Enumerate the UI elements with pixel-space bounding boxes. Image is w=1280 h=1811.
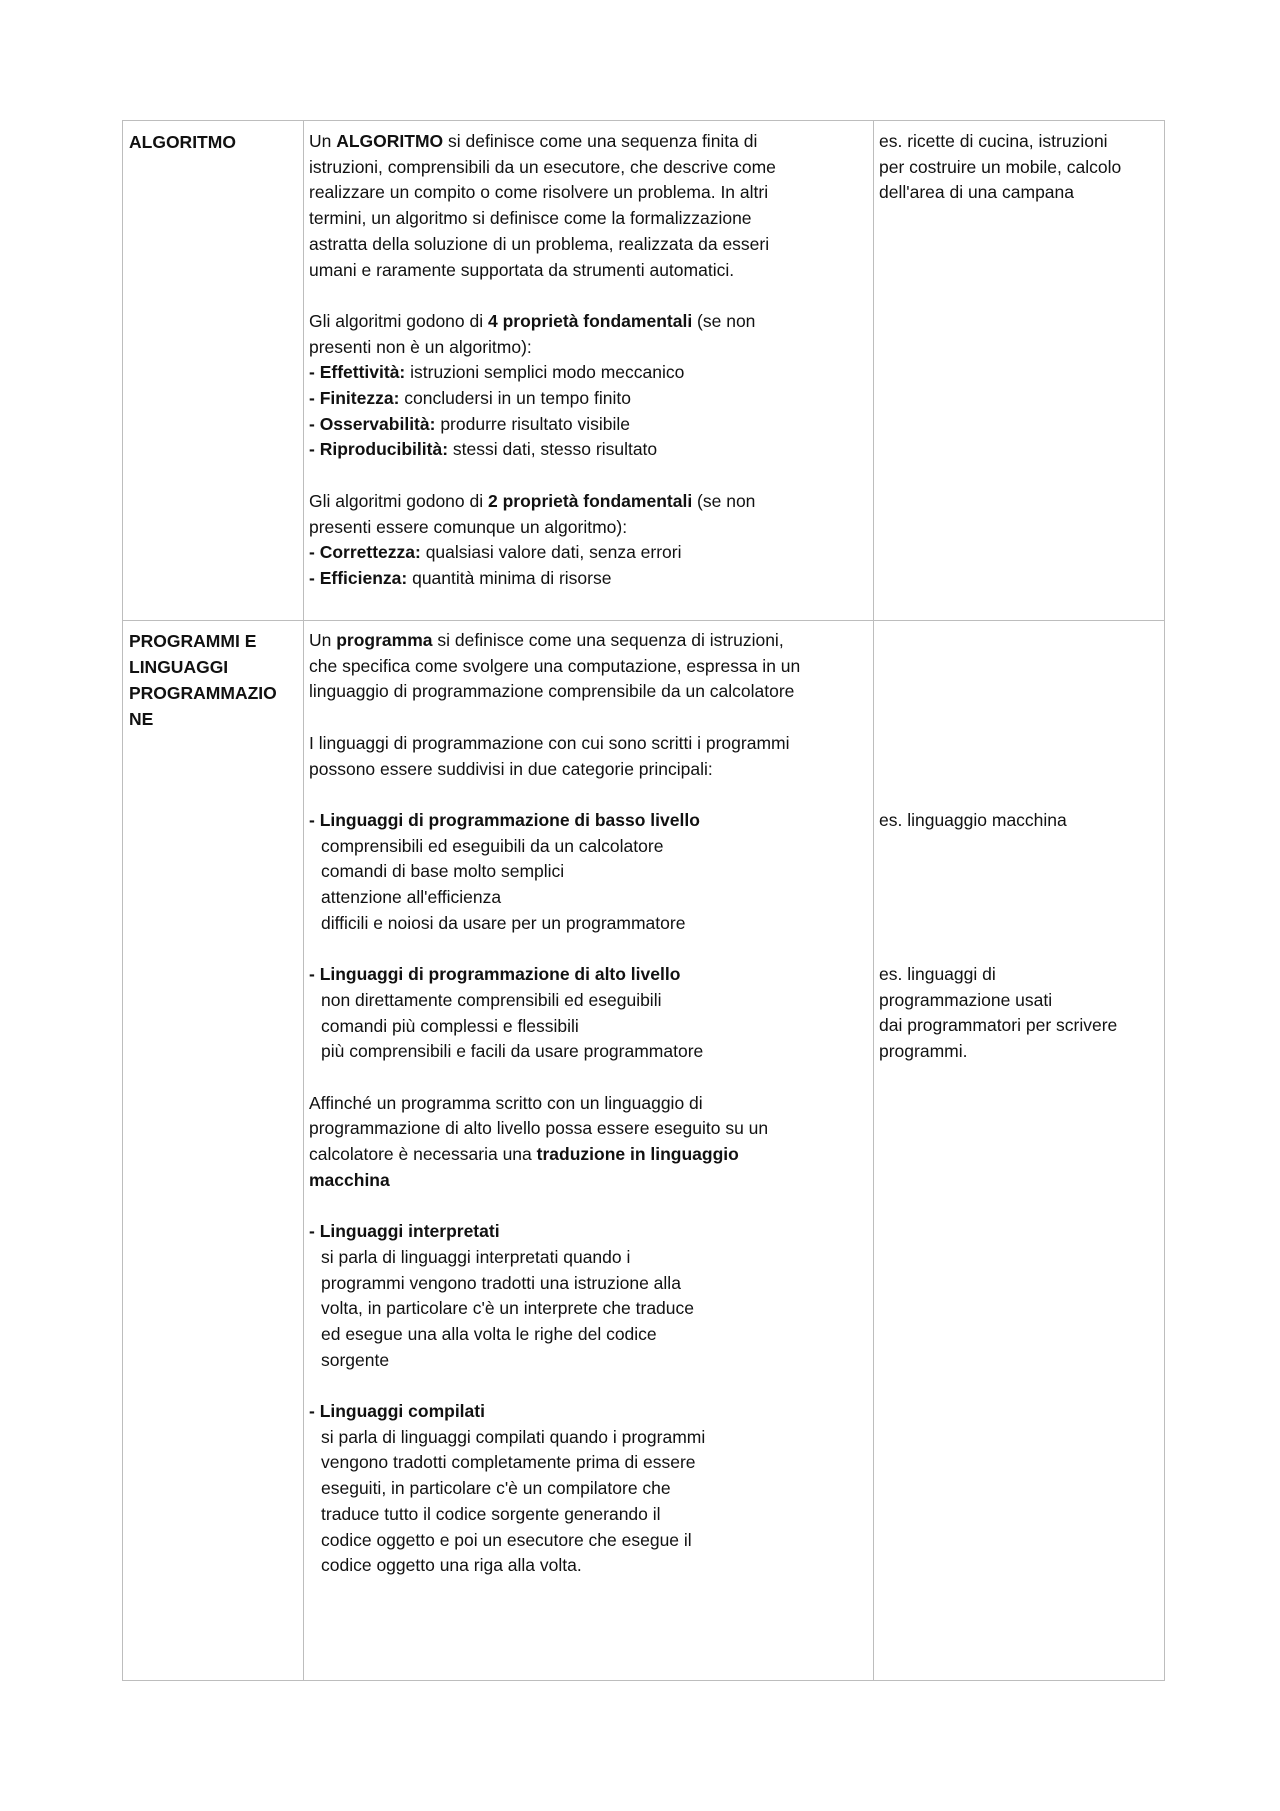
- compiled-line: si parla di linguaggi compilati quando i programmi: [321, 1426, 706, 1447]
- examples-high-level: [879, 962, 1159, 1065]
- high-level-title: [309, 962, 869, 988]
- properties-2-intro: [309, 489, 869, 515]
- bold-span: macchina: [309, 1169, 390, 1190]
- section-heading: - Linguaggi compilati: [309, 1401, 485, 1421]
- text-span: (se non: [692, 310, 756, 331]
- example-line: dell'area di una campana: [879, 182, 1075, 203]
- categories-line: possono essere suddivisi in due categorie principali:: [309, 758, 713, 779]
- property-term: - Riproducibilità:: [309, 439, 449, 460]
- term-label-line: LINGUAGGI: [129, 657, 229, 677]
- interpreted-line: si parla di linguaggi interpretati quando i: [321, 1246, 631, 1267]
- definition-line: termini, un algoritmo si definisce come la formalizzazione: [309, 208, 752, 229]
- property-term: - Correttezza:: [309, 542, 421, 563]
- property-item: [309, 386, 869, 412]
- property-term: - Effettività:: [309, 362, 406, 383]
- translation-line: Affinché un programma scritto con un linguaggio di: [309, 1092, 703, 1113]
- example-line: programmazione usati: [879, 989, 1053, 1010]
- interpreted-line: programmi vengono tradotti una istruzione alla: [321, 1272, 681, 1293]
- row-divider: [123, 620, 1164, 621]
- example-line: programmi.: [879, 1041, 968, 1062]
- compiled-line: eseguiti, in particolare c'è un compilatore che: [321, 1478, 671, 1499]
- compiled-title: [309, 1399, 869, 1425]
- program-definition-line: linguaggio di programmazione comprensibile da un calcolatore: [309, 681, 795, 702]
- translation-line: [309, 1168, 869, 1194]
- term-label-programmi: [129, 628, 299, 732]
- term-label-line: ALGORITMO: [129, 132, 236, 152]
- term-label-line: PROGRAMMAZIO: [129, 683, 277, 703]
- compiled-line: vengono tradotti completamente prima di essere: [321, 1452, 696, 1473]
- properties-4-intro-line2: presenti non è un algoritmo):: [309, 336, 532, 357]
- program-definition-line: che specifica come svolgere una computazione, espressa in un: [309, 655, 801, 676]
- column-divider-2: [873, 121, 874, 1680]
- examples-cell-algoritmo: [879, 129, 1159, 206]
- text-span: (se non: [692, 490, 756, 511]
- low-level-line: comprensibili ed eseguibili da un calcolatore: [321, 835, 664, 856]
- property-item: [309, 540, 869, 566]
- high-level-line: più comprensibili e facili da usare programmatore: [321, 1041, 704, 1062]
- column-divider-1: [303, 121, 304, 1680]
- bold-span: programma: [336, 630, 433, 650]
- definition-cell-programmi: [309, 628, 869, 1579]
- text-span: Un: [309, 630, 337, 650]
- text-span: Gli algoritmi godono di: [309, 490, 488, 511]
- term-label-line: NE: [129, 709, 154, 729]
- low-level-line: comandi di base molto semplici: [321, 861, 565, 882]
- section-heading: - Linguaggi di programmazione di alto livello: [309, 964, 681, 985]
- property-text: stessi dati, stesso risultato: [448, 439, 658, 460]
- definition-line: Un ALGORITMO si definisce come una sequenza finita di: [309, 131, 758, 151]
- property-item: [309, 360, 869, 386]
- text-span: Gli algoritmi godono di: [309, 310, 488, 331]
- example-line: es. linguaggi di: [879, 964, 996, 984]
- property-term: - Finitezza:: [309, 388, 400, 409]
- high-level-line: comandi più complessi e flessibili: [321, 1015, 579, 1036]
- section-heading: - Linguaggi interpretati: [309, 1221, 500, 1242]
- interpreted-line: sorgente: [321, 1349, 390, 1370]
- property-item: [309, 412, 869, 438]
- term-label-algoritmo: [129, 129, 299, 155]
- section-heading: - Linguaggi di programmazione di basso livello: [309, 809, 700, 830]
- low-level-title: [309, 808, 869, 834]
- examples-low-level: [879, 808, 1159, 834]
- example-line: es. linguaggio macchina: [879, 810, 1067, 830]
- property-term: - Osservabilità:: [309, 413, 436, 434]
- properties-4-intro: [309, 309, 869, 335]
- definition-line: istruzioni, comprensibili da un esecutore, che descrive come: [309, 156, 776, 177]
- compiled-line: traduce tutto il codice sorgente generando il: [321, 1503, 661, 1524]
- interpreted-line: volta, in particolare c'è un interprete che traduce: [321, 1298, 694, 1319]
- high-level-line: non direttamente comprensibili ed eseguibili: [321, 989, 662, 1010]
- properties-2-intro-line2: presenti essere comunque un algoritmo):: [309, 516, 628, 537]
- low-level-line: attenzione all'efficienza: [321, 887, 502, 907]
- bold-span: 2 proprietà fondamentali: [487, 490, 693, 511]
- property-text: qualsiasi valore dati, senza errori: [420, 542, 682, 563]
- example-line: per costruire un mobile, calcolo: [879, 156, 1122, 177]
- compiled-line: codice oggetto una riga alla volta.: [321, 1555, 582, 1576]
- categories-line: I linguaggi di programmazione con cui sono scritti i programmi: [309, 732, 790, 753]
- translation-line: programmazione di alto livello possa essere eseguito su un: [309, 1118, 769, 1139]
- translation-line: [309, 1142, 869, 1168]
- property-text: istruzioni semplici modo meccanico: [405, 362, 685, 383]
- property-item: [309, 437, 869, 463]
- definition-line: astratta della soluzione di un problema, realizzata da esseri: [309, 233, 770, 254]
- program-definition-line: [309, 628, 869, 654]
- property-text: quantità minima di risorse: [407, 567, 612, 588]
- low-level-line: difficili e noiosi da usare per un programmatore: [321, 912, 686, 933]
- text-span: calcolatore è necessaria una: [309, 1144, 537, 1164]
- notes-table: [122, 120, 1165, 1681]
- property-term: - Efficienza:: [309, 567, 408, 588]
- example-line: es. ricette di cucina, istruzioni: [879, 131, 1108, 151]
- interpreted-title: [309, 1219, 869, 1245]
- bold-span: 4 proprietà fondamentali: [487, 310, 693, 331]
- property-item: [309, 566, 869, 592]
- property-text: produrre risultato visibile: [435, 413, 630, 434]
- bold-span: traduzione in linguaggio: [536, 1144, 739, 1164]
- definition-line: realizzare un compito o come risolvere un problema. In altri: [309, 182, 769, 203]
- text-span: si definisce come una sequenza di istruzioni,: [432, 630, 784, 650]
- interpreted-line: ed esegue una alla volta le righe del codice: [321, 1323, 657, 1344]
- definition-line: umani e raramente supportata da strumenti automatici.: [309, 259, 735, 280]
- term-label-line: PROGRAMMI E: [129, 631, 257, 651]
- example-line: dai programmatori per scrivere: [879, 1015, 1118, 1036]
- property-text: concludersi in un tempo finito: [399, 388, 631, 409]
- definition-cell-algoritmo: [309, 129, 869, 592]
- compiled-line: codice oggetto e poi un esecutore che esegue il: [321, 1529, 692, 1550]
